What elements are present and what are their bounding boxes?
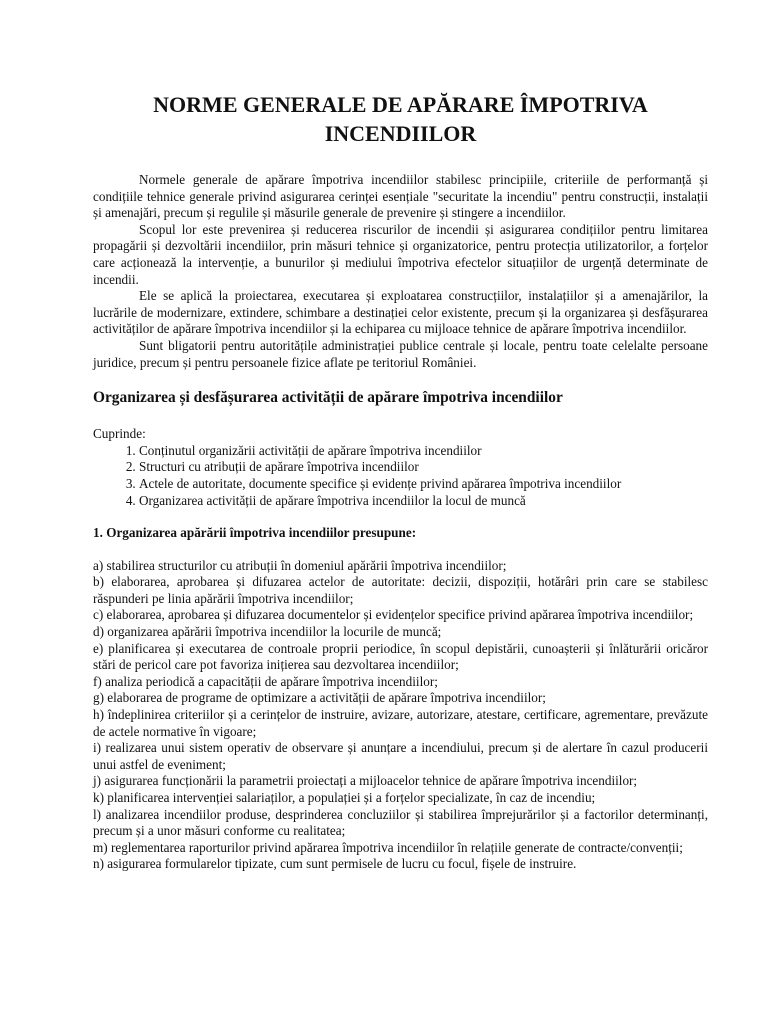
list-item-d: d) organizarea apărării împotriva incendiilor la locurile de muncă;	[93, 624, 442, 640]
paragraph-4: Sunt bligatorii pentru autoritățile administrației publice centrale și locale, pentru toate celelalte persoane juridice, precum și pentru persoanele fizice aflate pe teritoriul României.	[93, 337, 708, 370]
paragraph-2: Scopul lor este prevenirea și reducerea riscurilor de incendii și asigurarea condițiilor pentru limitarea propagării și dezvoltării incendiilor, prin măsuri tehnice și organizatorice, pentru protecția utilizatorilor, a forțelor care acționează la intervenție, a bunurilor și mediului împotriva efectelor situațiilor de urgență determinate de incendii.	[93, 221, 708, 287]
paragraph-3: Ele se aplică la proiectarea, executarea și exploatarea construcțiilor, instalațiilor și a amenajărilor, la lucrările de modernizare, extindere, schimbare a destinației celor existente, precum și la organizarea și desfășurarea activităților de apărare împotriva incendiilor și la echiparea cu mijloace tehnice de apărare împotriva incendiilor.	[93, 288, 708, 337]
list-item-n: n) asigurarea formularelor tipizate, cum sunt permisele de lucru cu focul, fișele de instruire.	[93, 856, 577, 872]
list-item-l: l) analizarea incendiilor produse, desprinderea concluziilor și stabilirea împrejurărilor și a factorilor determinanți, precum și a unor măsuri conforme cu realitatea;	[93, 806, 708, 839]
contents-label: Cuprinde:	[93, 426, 146, 442]
list-item-h: h) îndeplinirea criteriilor și a cerințelor de instruire, avizare, autorizare, atestare, certificare, agrementare, prevăzute de actele normative în vigoare;	[93, 707, 708, 739]
list-item-a: a) stabilirea structurilor cu atribuții în domeniul apărării împotriva incendiilor;	[93, 557, 507, 573]
list-item-k: k) planificarea intervenției salariaților, a populației și a forțelor specializate, în caz de incendiu;	[93, 790, 596, 805]
list-item-i: i) realizarea unui sistem operativ de observare și anunțare a incendiului, precum și de alertare în cazul producerii unui astfel de eveniment;	[93, 740, 708, 772]
list-item-g: g) elaborarea de programe de optimizare a activității de apărare împotriva incendiilor;	[93, 690, 546, 706]
list-item-m: m) reglementarea raporturilor privind apărarea împotriva incendiilor în relațiile generate de contracte/convenții;	[93, 839, 683, 855]
list-item-b: b) elaborarea, aprobarea și difuzarea actelor de autoritate: decizii, dispoziții, hotărâri prin care se stabilesc răspunderi pe linia apărării împotriva incendiilor;	[93, 574, 708, 606]
contents-item-3: 3. Actele de autoritate, documente specifice și evidențe privind apărarea împotriva incendiilor	[139, 476, 708, 493]
subsection-title: 1. Organizarea apărării împotriva incendiilor presupune:	[93, 525, 417, 541]
contents-item-1: 1. Conținutul organizării activității de apărare împotriva incendiilor	[139, 443, 708, 460]
list-item-f: f) analiza periodică a capacității de apărare împotriva incendiilor;	[93, 673, 438, 689]
document-title: NORME GENERALE DE APĂRARE ÎMPOTRIVA INCENDIILOR	[153, 92, 648, 146]
contents-item-4: 4. Organizarea activității de apărare împotriva incendiilor la locul de muncă	[139, 493, 708, 510]
list-item-j: j) asigurarea funcționării la parametrii proiectați a mijloacelor tehnice de apărare împotriva incendiilor;	[93, 773, 638, 789]
contents-item-2: 2. Structuri cu atribuții de apărare împotriva incendiilor	[139, 459, 708, 476]
contents-list	[93, 443, 708, 509]
section-title: Organizarea și desfășurarea activității de apărare împotriva incendiilor	[93, 389, 563, 407]
list-item-c: c) elaborarea, aprobarea și difuzarea documentelor și evidențelor specifice privind apărarea împotriva incendiilor;	[93, 607, 694, 623]
paragraph-1: Normele generale de apărare împotriva incendiilor stabilesc principiile, criteriile de performanță și condițiile tehnice generale privind asigurarea cerinței esențiale "securitate la incendiu" pentru construcții, instalații și amenajări, precum și regulile și măsurile generale de prevenire și stingere a incendiilor.	[93, 172, 708, 221]
list-item-e: e) planificarea și executarea de controale proprii periodice, în scopul depistării, cunoașterii și înlăturării oricăror stări de pericol care pot favoriza inițierea sau dezvoltarea incendiilor;	[93, 640, 708, 673]
